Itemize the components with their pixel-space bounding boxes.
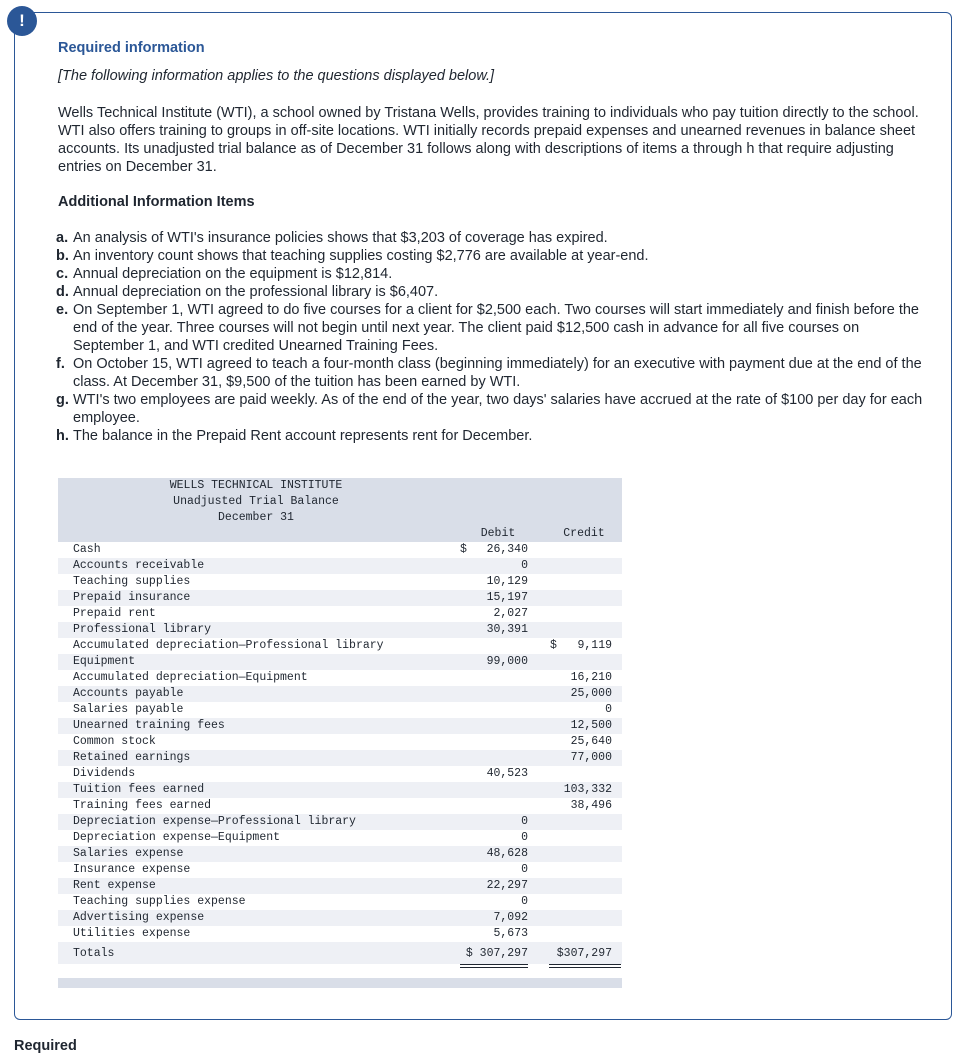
item-text: An inventory count shows that teaching supplies costing $2,776 are available at year-end. (73, 248, 649, 264)
account-name: Depreciation expense—Equipment (73, 831, 281, 844)
account-name: Retained earnings (73, 751, 191, 764)
debit-amount: 26,340 (486, 543, 528, 556)
debit-amount: 0 (521, 559, 528, 572)
credit-amount: 12,500 (570, 719, 612, 732)
credit-amount: 16,210 (570, 671, 612, 684)
account-name: Training fees earned (73, 799, 212, 812)
debit-amount: 22,297 (486, 879, 528, 892)
table-row (58, 606, 622, 622)
trial-balance-header (58, 478, 622, 542)
credit-amount: 9,119 (577, 639, 612, 652)
account-name: Teaching supplies (73, 575, 191, 588)
item-label: c. (56, 266, 69, 282)
list-item (56, 427, 924, 445)
list-item (56, 301, 924, 355)
account-name: Accounts receivable (73, 559, 205, 572)
debit-amount: 7,092 (493, 911, 528, 924)
item-label: h. (56, 428, 69, 444)
account-name: Professional library (73, 623, 212, 636)
credit-amount: 103,332 (563, 783, 612, 796)
table-row (58, 814, 622, 830)
table-row (58, 590, 622, 606)
additional-items-list (56, 229, 924, 445)
debit-amount: 0 (521, 863, 528, 876)
debit-amount: 5,673 (493, 927, 528, 940)
credit-amount: 38,496 (570, 799, 612, 812)
credit-amount: 25,000 (570, 687, 612, 700)
debit-amount: 15,197 (486, 591, 528, 604)
account-name: Salaries expense (73, 847, 184, 860)
item-text: The balance in the Prepaid Rent account represents rent for December. (73, 428, 533, 444)
debit-total-double-rule (460, 964, 528, 968)
account-name: Advertising expense (73, 911, 205, 924)
table-row (58, 846, 622, 862)
trial-balance-rows (58, 542, 622, 964)
list-item (56, 355, 924, 391)
account-name: Tuition fees earned (73, 783, 205, 796)
debit-amount: 48,628 (486, 847, 528, 860)
table-row (58, 862, 622, 878)
company-name: WELLS TECHNICAL INSTITUTE (169, 479, 343, 492)
list-item (56, 229, 924, 247)
item-text: On October 15, WTI agreed to teach a four-month class (beginning immediately) for an executive with payment due at the end of the class. At December 31, $9,500 of the tuition has been earned by WTI. (73, 356, 922, 390)
item-label: a. (56, 230, 69, 246)
item-text: An analysis of WTI's insurance policies shows that $3,203 of coverage has expired. (73, 230, 608, 246)
account-name: Common stock (73, 735, 156, 748)
table-row (58, 878, 622, 894)
account-name: Prepaid rent (73, 607, 156, 620)
additional-info-title: Additional Information Items (58, 194, 255, 210)
credit-column-header: Credit (563, 527, 605, 540)
table-row (58, 926, 622, 942)
table-row (58, 574, 622, 590)
statement-name: Unadjusted Trial Balance (173, 495, 339, 508)
table-row (58, 734, 622, 750)
dollar-sign: $ (550, 639, 557, 652)
debit-amount: 40,523 (486, 767, 528, 780)
account-name: Accounts payable (73, 687, 184, 700)
account-name: Utilities expense (73, 927, 191, 940)
account-name: Unearned training fees (73, 719, 225, 732)
table-row (58, 718, 622, 734)
debit-amount: 30,391 (486, 623, 528, 636)
table-row (58, 798, 622, 814)
table-row (58, 782, 622, 798)
totals-row (58, 942, 622, 964)
credit-amount: 0 (605, 703, 612, 716)
debit-amount: 0 (521, 831, 528, 844)
statement-date: December 31 (218, 511, 294, 524)
table-row (58, 894, 622, 910)
item-label: b. (56, 248, 69, 264)
table-row (58, 670, 622, 686)
account-name: Teaching supplies expense (73, 895, 246, 908)
list-item (56, 247, 924, 265)
item-label: e. (56, 302, 69, 318)
list-item (56, 265, 924, 283)
table-row (58, 830, 622, 846)
account-name: Accumulated depreciation—Professional library (73, 639, 384, 652)
table-row (58, 702, 622, 718)
trial-balance-table (58, 478, 622, 988)
item-label: d. (56, 284, 69, 300)
debit-amount: 0 (521, 895, 528, 908)
table-row (58, 766, 622, 782)
debit-amount: 0 (521, 815, 528, 828)
table-row (58, 686, 622, 702)
list-item (56, 283, 924, 301)
account-name: Equipment (73, 655, 136, 668)
debit-amount: 99,000 (486, 655, 528, 668)
table-row (58, 638, 622, 654)
required-information-title: Required information (58, 40, 205, 56)
debit-column-header: Debit (480, 527, 516, 540)
table-row (58, 622, 622, 638)
item-text: Annual depreciation on the professional library is $6,407. (73, 284, 439, 300)
credit-total-double-rule (549, 964, 621, 968)
table-row (58, 542, 622, 558)
item-text: WTI's two employees are paid weekly. As of the end of the year, two days' salaries have accrued at the rate of $100 per day for each employee. (73, 392, 923, 426)
account-name: Prepaid insurance (73, 591, 191, 604)
intro-paragraph: Wells Technical Institute (WTI), a school owned by Tristana Wells, provides training to individuals who pay tuition directly to the school. WTI also offers training to groups in off-site locations. WTI initially records prepaid expenses and unearned revenues in balance sheet accounts. Its unadjusted trial balance as of December 31 follows along with descriptions of items a through h that require adjusting entries on December 31. (58, 105, 919, 175)
account-name: Accumulated depreciation—Equipment (73, 671, 308, 684)
credit-total: $307,297 (556, 947, 612, 960)
debit-total: $ 307,297 (465, 947, 528, 960)
table-row (58, 558, 622, 574)
item-label: f. (56, 356, 65, 372)
item-text: On September 1, WTI agreed to do five courses for a client for $2,500 each. Two courses will start immediately and finish before the end of the year. Three courses will not begin until next year. The client paid $12,500 cash in advance for all five courses on September 1, and WTI credited Unearned Training Fees. (73, 302, 919, 354)
table-row (58, 654, 622, 670)
required-section-title: Required (14, 1038, 77, 1054)
alert-icon: ! (7, 6, 37, 36)
totals-label: Totals (73, 947, 115, 960)
table-footer-bar (58, 978, 622, 988)
table-row (58, 750, 622, 766)
table-row (58, 910, 622, 926)
account-name: Insurance expense (73, 863, 191, 876)
credit-amount: 77,000 (570, 751, 612, 764)
account-name: Dividends (73, 767, 136, 780)
item-text: Annual depreciation on the equipment is $12,814. (73, 266, 393, 282)
account-name: Depreciation expense—Professional library (73, 815, 356, 828)
debit-amount: 10,129 (486, 575, 528, 588)
list-item (56, 391, 924, 427)
account-name: Salaries payable (73, 703, 184, 716)
account-name: Cash (73, 543, 101, 556)
item-label: g. (56, 392, 69, 408)
account-name: Rent expense (73, 879, 156, 892)
dollar-sign: $ (460, 543, 467, 556)
credit-amount: 25,640 (570, 735, 612, 748)
applies-note: [The following information applies to the questions displayed below.] (58, 68, 495, 84)
debit-amount: 2,027 (493, 607, 528, 620)
